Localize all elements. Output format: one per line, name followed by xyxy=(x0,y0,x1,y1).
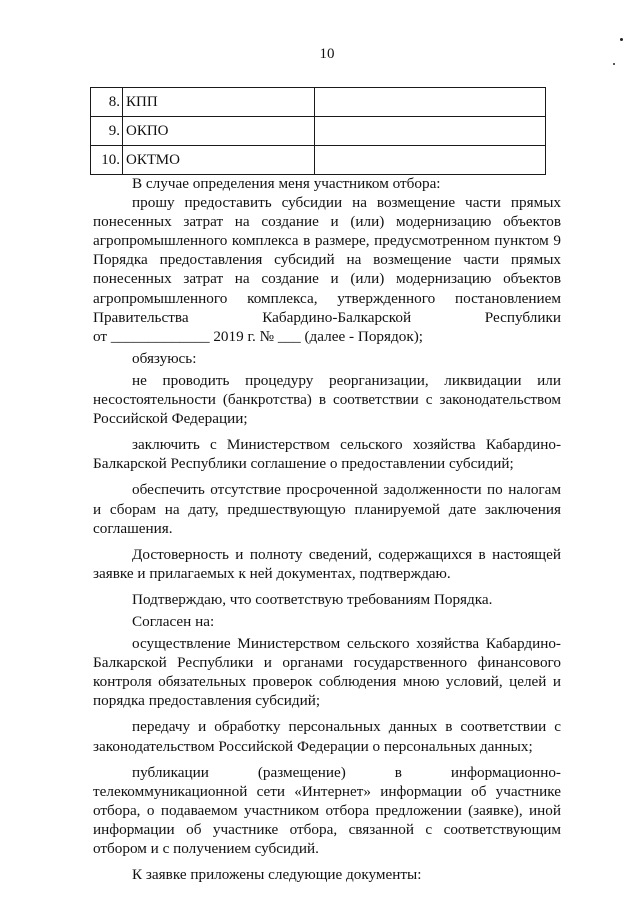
row-value xyxy=(315,88,546,117)
row-number: 9. xyxy=(91,117,123,146)
row-value xyxy=(315,117,546,146)
table-row xyxy=(91,146,546,175)
scan-speck xyxy=(620,38,623,41)
table-row xyxy=(91,117,546,146)
table-row xyxy=(91,88,546,117)
registration-codes-table xyxy=(90,87,546,175)
paragraph-requirements-confirmation: Подтверждаю, что соответствую требованиям Порядка. xyxy=(132,590,493,608)
paragraph-consent-inspections: осуществление Министерством сельского хозяйства Кабардино-Балкарской Республики и органами государственного финансового контроля обязательных проверок соблюдения мною условий, целей и порядка предоставления субсидий; xyxy=(93,635,561,710)
paragraph-attachments-heading: К заявке приложены следующие документы: xyxy=(132,866,422,884)
row-label: КПП xyxy=(123,88,315,117)
paragraph-order-reference: от _____________ 2019 г. № ___ (далее - Порядок); xyxy=(93,327,423,345)
paragraph-subsidy-request: прошу предоставить субсидии на возмещение части прямых понесенных затрат на создание и (или) модернизацию объектов агропромышленного комплекса в размере, предусмотренном пунктом 9 Порядка предоставления субсидий на возмещение части прямых понесенных затрат на создание и (или) модернизацию объектов агропромышленного комплекса, утвержденного постановлением Правительства Кабардино-Балкарской Республики xyxy=(93,194,561,326)
paragraph-obligation-agreement: заключить с Министерством сельского хозяйства Кабардино-Балкарской Республики соглашение о предоставлении субсидий; xyxy=(93,436,561,473)
row-number: 10. xyxy=(91,146,123,175)
paragraph-consent-publication: публикации (размещение) в информационно-телекоммуникационной сети «Интернет» информации об участнике отбора, о подаваемом участником отбора предложении (заявке), иной информации об участнике отбора, связанной с соответствующим отбором и с получением субсидий. xyxy=(93,763,561,857)
paragraph-obligations-heading: обязуюсь: xyxy=(132,349,197,367)
application-body xyxy=(93,174,561,884)
paragraph-obligation-no-debt: обеспечить отсутствие просроченной задолженности по налогам и сборам на дату, предшествующую планируемой дате заключения соглашения. xyxy=(93,481,561,537)
paragraph-selection-condition: В случае определения меня участником отбора: xyxy=(132,175,441,192)
scan-speck xyxy=(613,63,615,65)
page-number: 10 xyxy=(319,46,335,62)
row-label: ОКПО xyxy=(123,117,315,146)
paragraph-consent-heading: Согласен на: xyxy=(132,612,215,630)
row-value xyxy=(315,146,546,175)
paragraph-obligation-no-reorganization: не проводить процедуру реорганизации, ликвидации или несостоятельности (банкротства) в соответствии с законодательством Российской Федерации; xyxy=(93,371,561,428)
paragraph-consent-personal-data: передачу и обработку персональных данных в соответствии с законодательством Российской Федерации о персональных данных; xyxy=(93,718,561,755)
row-number: 8. xyxy=(91,88,123,117)
paragraph-accuracy-confirmation: Достоверность и полноту сведений, содержащихся в настоящей заявке и прилагаемых к ней документах, подтверждаю. xyxy=(93,545,561,582)
row-label: ОКТМО xyxy=(123,146,315,175)
